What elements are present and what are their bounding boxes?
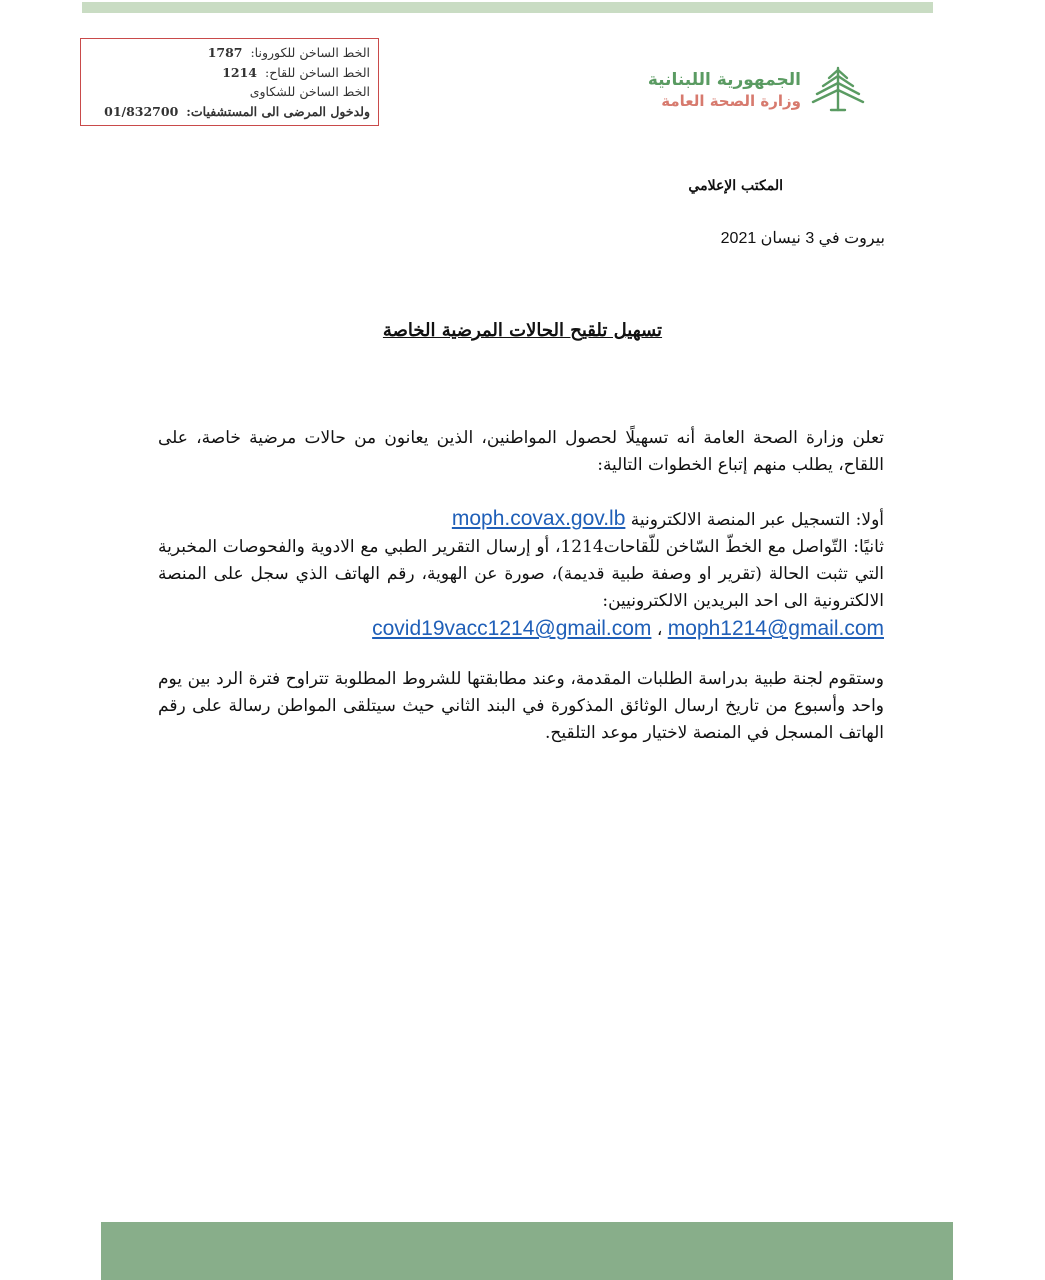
- hotline-corona-label: الخط الساخن للكورونا:: [250, 45, 370, 60]
- email-separator: ،: [656, 620, 663, 640]
- email-link-moph[interactable]: moph1214@gmail.com: [667, 617, 884, 640]
- hotline-corona: [89, 43, 370, 63]
- intro-paragraph: تعلن وزارة الصحة العامة أنه تسهيلًا لحصول المواطنين، الذين يعانون من حالات مرضية خاصة، على اللقاح، يطلب منهم إتباع الخطوات التالية:: [158, 428, 884, 475]
- page-title: تسهيل تلقيح الحالات المرضية الخاصة: [382, 320, 663, 341]
- closing-paragraph: وستقوم لجنة طبية بدراسة الطلبات المقدمة، وعند مطابقتها للشروط المطلوبة تتراوح فترة الرد بين يوم واحد وأسبوع من تاريخ ارسال الوثائق المذكورة في البند الثاني حيث سيتلقى المواطن رسالة على رقم الهاتف المسجل في المنصة لاختيار موعد التلقيح.: [158, 669, 884, 743]
- press-office-label: المكتب الإعلامي: [688, 178, 783, 194]
- cedar-tree-icon: [809, 64, 867, 112]
- republic-name: الجمهورية اللبنانية: [647, 70, 801, 90]
- email-addresses: [158, 615, 884, 644]
- registration-link[interactable]: moph.covax.gov.lb: [451, 507, 626, 530]
- hotline-hospitals-label: ولدخول المرضى الى المستشفيات:: [186, 103, 370, 119]
- hotline-hospitals-number: 01/832700: [104, 103, 179, 119]
- hotline-vaccine-number: 1214: [222, 64, 257, 80]
- step-first: [158, 505, 884, 534]
- email-link-covid[interactable]: covid19vacc1214@gmail.com: [372, 617, 652, 640]
- hotline-complaints: [89, 82, 370, 102]
- step-first-text: أولا: التسجيل عبر المنصة الالكترونية: [630, 510, 884, 530]
- steps-section: [158, 505, 884, 644]
- hotline-vaccine: [89, 63, 370, 83]
- press-date: بيروت في 3 نيسان 2021: [720, 230, 885, 247]
- ministry-logo: [640, 64, 875, 116]
- hotline-corona-number: 1787: [207, 45, 243, 60]
- hotline-vaccine-label: الخط الساخن للقاح:: [264, 64, 370, 80]
- ministry-name: وزارة الصحة العامة: [661, 92, 801, 110]
- bottom-decorative-band: [101, 1222, 953, 1280]
- hotlines-box: [80, 38, 379, 126]
- hotline-hospitals: [89, 102, 370, 122]
- hotline-complaints-label: الخط الساخن للشكاوى: [249, 84, 370, 99]
- top-decorative-bar: [82, 2, 933, 13]
- step-second: ثانيًا: التّواصل مع الخطّ السّاخن للّقاحات1214، أو إرسال التقرير الطبي مع الادوية والفحوصات المخبرية التي تثبت الحالة (تقرير او وصفة طبية قديمة)، صورة عن الهوية، رقم الهاتف الذي سجل على المنصة الالكترونية الى احد البريدين الالكترونيين:: [158, 537, 884, 611]
